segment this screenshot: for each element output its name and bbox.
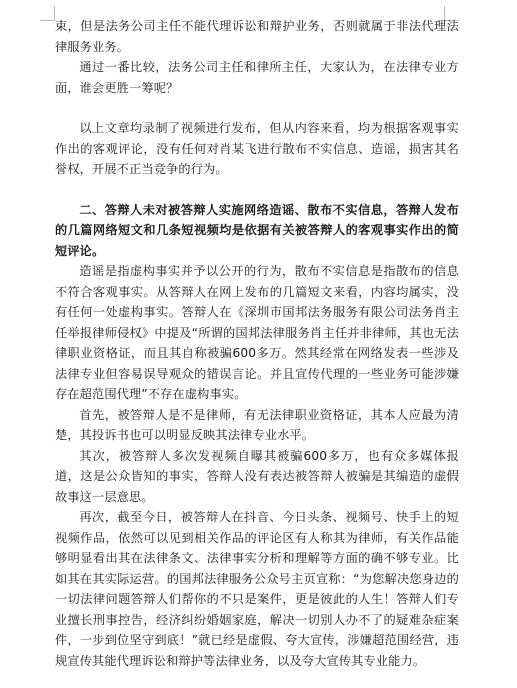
paragraph: 通过一番比较，法务公司主任和律所主任，大家认为，在法律专业方面，谁会更胜一筹呢？ xyxy=(55,60,459,95)
paragraph-spacer xyxy=(55,98,459,118)
paragraph-spacer xyxy=(55,180,459,200)
paragraph: 首先，被答辩人是不是律师，有无法律职业资格证，其本人应最为清楚，其投诉书也可以明显反映其法律专业水平。 xyxy=(55,407,459,442)
document-body xyxy=(55,16,459,671)
paragraph: 再次，截至今日，被答辩人在抖音、今日头条、视频号、快手上的短视频作品，依然可以见到相关作品的评论区有人称其为律师，有关作品能够明显看出其在法律条文、法律事实分析和理解等方面的确不够专业。比如其在其实际运营。的国邦法律服务公众号主页宣称：“为您解决您身边的一切法律问题答辩人们帮你的不只是案件，更是彼此的人生！答辩人们专业擅长刑事控告，经济纠纷婚姻家庭，解决一切别人办不了的疑难杂症案件，一步到位坚守到底！”就已经是虚假、夸大宣传，涉嫌超范围经营，违规宣传其能代理诉讼和辩护等法律业务，以及夸大宣传其专业能力。 xyxy=(55,510,459,668)
paragraph: 束，但是法务公司主任不能代理诉讼和辩护业务，否则就属于非法代理法律服务业务。 xyxy=(55,19,459,54)
page-corner-mark-left xyxy=(40,6,55,21)
section-heading: 二、答辩人未对被答辩人实施网络造谣、散布不实信息，答辩人发布的几篇网络短文和几条短视频均是依据有关被答辩人的客观事实作出的简短评论。 xyxy=(55,202,459,258)
paragraph: 以上文章均录制了视频进行发布，但从内容来看，均为根据客观事实作出的客观评论，没有任何对肖某飞进行散布不实信息、造谣，损害其名誉权，开展不正当竞争的行为。 xyxy=(55,121,459,176)
paragraph: 造谣是指虚构事实并予以公开的行为，散布不实信息是指散布的信息不符合客观事实。从答辩人在网上发布的几篇短文来看，内容均属实，没有任何一处虚构事实。答辩人在《深圳市国邦法务服务有限公司法务肖主任举报律师侵权》中提及“所谓的国邦法律服务肖主任并非律师，其也无法律职业资格证，而且其自称被骗600多万。然其经常在网络发表一些涉及法律专业但容易误导观众的错误言论。并且宣传代理的一些业务可能涉嫌存在超范围代理”不存在虚构事实。 xyxy=(55,264,459,401)
paragraph: 其次，被答辩人多次发视频自曝其被骗600多万，也有众多媒体报道，这是公众皆知的事实，答辩人没有表达被答辩人被骗是其编造的虚假故事这一层意思。 xyxy=(55,448,459,504)
